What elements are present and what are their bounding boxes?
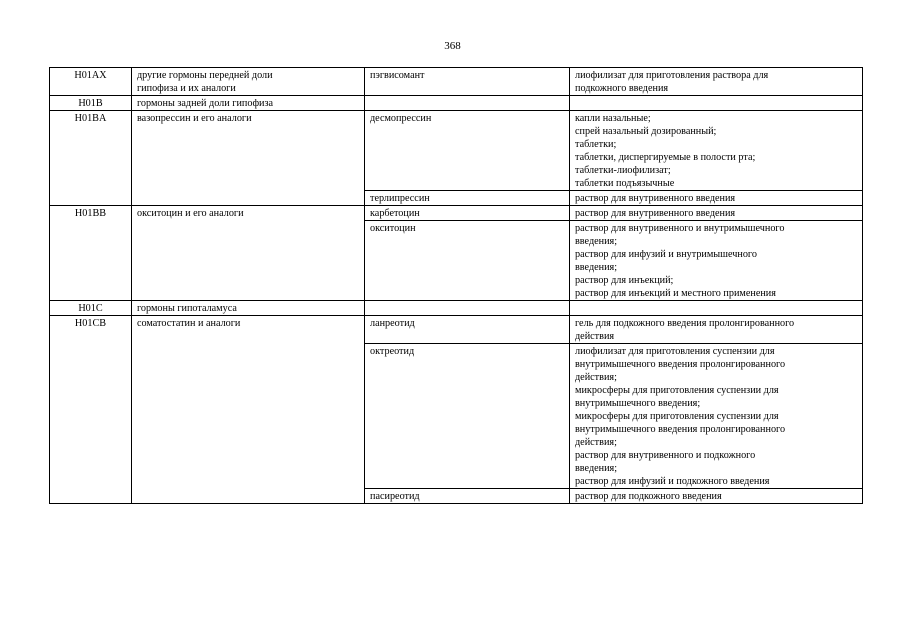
dosage-form-line: действия: [575, 331, 615, 342]
anatomical-group-cell: [132, 316, 365, 504]
drug-name-cell: карбетоцин: [365, 206, 570, 221]
anatomical-group-cell: [132, 68, 365, 96]
dosage-form-cell: [570, 489, 863, 504]
dosage-form-line: таблетки;: [575, 139, 617, 150]
drug-name-cell: пэгвисомант: [365, 68, 570, 96]
dosage-form-cell: [570, 221, 863, 301]
dosage-form-line: таблетки подъязычные: [575, 178, 675, 189]
dosage-form-line: внутримышечного введения пролонгированного: [575, 359, 786, 370]
drug-name-cell: окситоцин: [365, 221, 570, 301]
drug-name-cell: [365, 301, 570, 316]
dosage-form-line: раствор для подкожного введения: [575, 491, 722, 502]
dosage-form-cell: [570, 301, 863, 316]
dosage-form-line: раствор для инфузий и подкожного введения: [575, 476, 770, 487]
dosage-form-line: гель для подкожного введения пролонгированного: [575, 318, 795, 329]
dosage-form-line: введения;: [575, 236, 618, 247]
drug-name-cell: [365, 96, 570, 111]
dosage-form-line: капли назальные;: [575, 113, 651, 124]
anatomical-group-cell: [132, 111, 365, 206]
group-line: другие гормоны передней доли: [137, 70, 273, 81]
drug-name-cell: ланреотид: [365, 316, 570, 344]
dosage-form-line: микросферы для приготовления суспензии для: [575, 385, 779, 396]
table-row: [50, 206, 863, 221]
dosage-form-cell: [570, 68, 863, 96]
dosage-form-line: раствор для инфузий и внутримышечного: [575, 249, 757, 260]
atc-code-cell: H01B: [50, 96, 132, 111]
group-line: вазопрессин и его аналоги: [137, 113, 252, 124]
dosage-form-line: раствор для внутривенного введения: [575, 193, 736, 204]
drug-name-cell: пасиреотид: [365, 489, 570, 504]
table-row: [50, 111, 863, 191]
dosage-form-line: раствор для внутривенного введения: [575, 208, 736, 219]
atc-code-cell: H01BB: [50, 206, 132, 301]
drug-name-cell: десмопрессин: [365, 111, 570, 191]
group-line: окситоцин и его аналоги: [137, 208, 244, 219]
anatomical-group-cell: [132, 301, 365, 316]
drug-name-cell: терлипрессин: [365, 191, 570, 206]
dosage-form-cell: [570, 111, 863, 191]
atc-code-cell: H01AX: [50, 68, 132, 96]
dosage-form-line: подкожного введения: [575, 83, 669, 94]
group-line: гормоны гипоталамуса: [137, 303, 237, 314]
table-row: [50, 301, 863, 316]
group-line: гормоны задней доли гипофиза: [137, 98, 274, 109]
group-line: гипофиза и их аналоги: [137, 83, 236, 94]
dosage-form-line: лиофилизат для приготовления раствора для: [575, 70, 769, 81]
dosage-form-line: введения;: [575, 463, 618, 474]
drug-name-cell: октреотид: [365, 344, 570, 489]
dosage-form-line: спрей назальный дозированный;: [575, 126, 717, 137]
dosage-form-line: введения;: [575, 262, 618, 273]
dosage-form-line: микросферы для приготовления суспензии для: [575, 411, 779, 422]
table-row: [50, 316, 863, 344]
atc-code-cell: H01BA: [50, 111, 132, 206]
dosage-form-line: таблетки, диспергируемые в полости рта;: [575, 152, 756, 163]
anatomical-group-cell: [132, 206, 365, 301]
dosage-form-line: внутримышечного введения пролонгированного: [575, 424, 786, 435]
anatomical-group-cell: [132, 96, 365, 111]
dosage-form-cell: [570, 344, 863, 489]
table-body: [50, 68, 863, 504]
group-line: соматостатин и аналоги: [137, 318, 241, 329]
dosage-form-line: внутримышечного введения;: [575, 398, 701, 409]
table-row: [50, 68, 863, 96]
dosage-form-line: таблетки-лиофилизат;: [575, 165, 671, 176]
dosage-form-line: действия;: [575, 372, 617, 383]
dosage-form-cell: [570, 206, 863, 221]
page-number: 368: [444, 40, 461, 52]
dosage-form-line: раствор для внутривенного и подкожного: [575, 450, 756, 461]
dosage-form-line: раствор для внутривенного и внутримышечного: [575, 223, 785, 234]
atc-code-cell: H01CB: [50, 316, 132, 504]
atc-code-cell: H01C: [50, 301, 132, 316]
dosage-form-cell: [570, 191, 863, 206]
table-row: [50, 96, 863, 111]
dosage-form-line: действия;: [575, 437, 617, 448]
dosage-form-cell: [570, 316, 863, 344]
dosage-form-line: раствор для инъекций;: [575, 275, 674, 286]
drug-classification-table: [49, 67, 863, 504]
dosage-form-line: лиофилизат для приготовления суспензии для: [575, 346, 775, 357]
dosage-form-cell: [570, 96, 863, 111]
dosage-form-line: раствор для инъекций и местного применения: [575, 288, 776, 299]
